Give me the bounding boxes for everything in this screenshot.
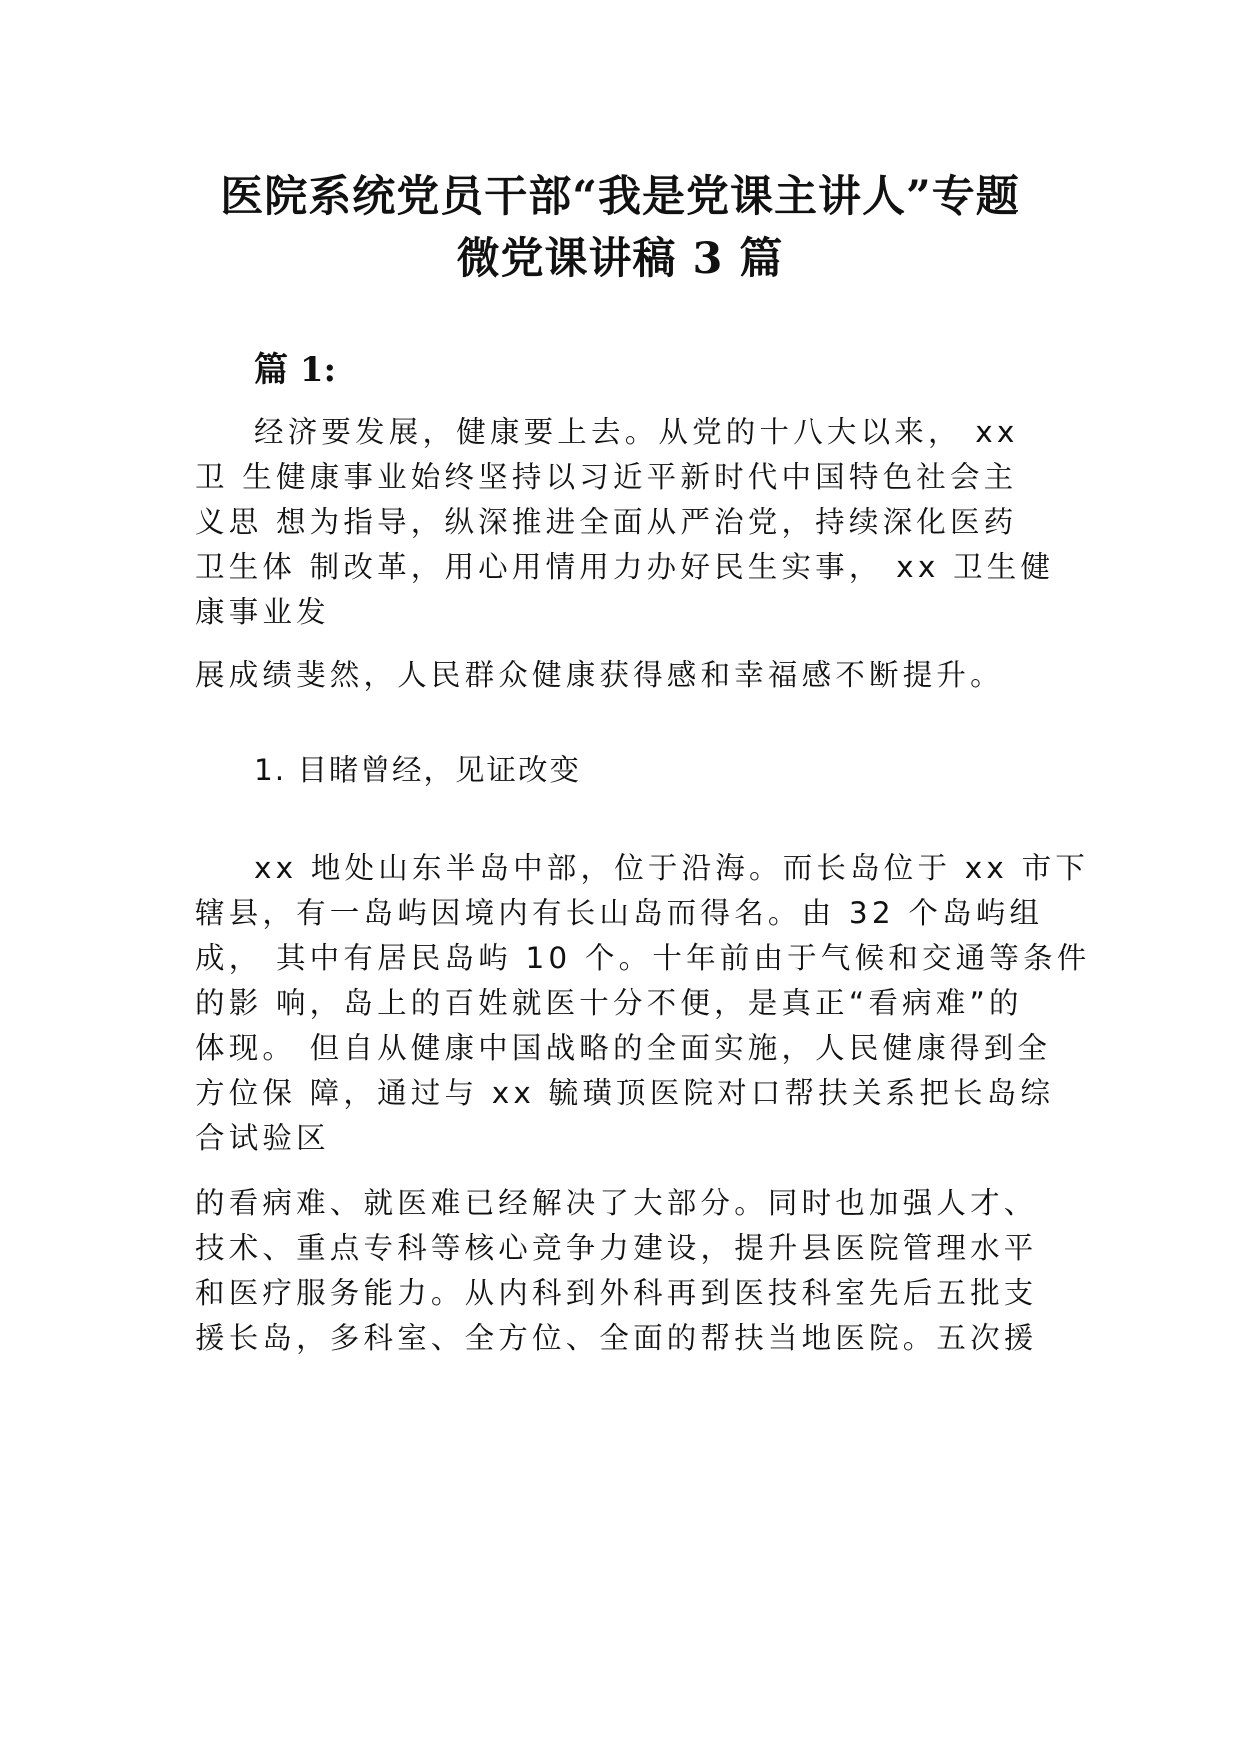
paragraph-1-line: 卫生体 制改革，用心用情用力办好民生实事， xx 卫生健 [195, 550, 1055, 584]
section-heading: 篇 1: [254, 350, 337, 390]
paragraph-1-line: 康事业发 [195, 595, 330, 629]
paragraph-3-line: 体现。 但自从健康中国战略的全面实施，人民健康得到全 [195, 1031, 1052, 1065]
paragraph-3-line: 方位保 障，通过与 xx 毓璜顶医院对口帮扶关系把长岛综 [195, 1076, 1055, 1110]
paragraph-4-line: 援长岛，多科室、全方位、全面的帮扶当地医院。五次援 [195, 1321, 1038, 1355]
subheading-1: 1. 目睹曾经，见证改变 [254, 753, 582, 787]
paragraph-1-line: 经济要发展，健康要上去。从党的十八大以来， xx [254, 415, 1019, 449]
paragraph-4-line: 和医疗服务能力。从内科到外科再到医技科室先后五批支 [195, 1276, 1038, 1310]
paragraph-3-line: 的影 响，岛上的百姓就医十分不便，是真正“看病难”的 [195, 986, 1023, 1020]
title-line-2: 微党课讲稿 3 篇 [456, 234, 784, 284]
paragraph-4-line: 的看病难、就医难已经解决了大部分。同时也加强人才、 [195, 1186, 1038, 1220]
paragraph-3-line: 合试验区 [195, 1121, 330, 1155]
paragraph-1-line: 义思 想为指导，纵深推进全面从严治党，持续深化医药 [195, 505, 1018, 539]
paragraph-3-line: xx 地处山东半岛中部，位于沿海。而长岛位于 xx 市下 [254, 851, 1090, 885]
document-title [150, 166, 1090, 290]
paragraph-1-line: 卫 生健康事业始终坚持以习近平新时代中国特色社会主 [195, 460, 1018, 494]
paragraph-3-line: 辖县，有一岛屿因境内有长山岛而得名。由 32 个岛屿组 [195, 896, 1044, 930]
paragraph-4-line: 技术、重点专科等核心竞争力建设，提升县医院管理水平 [195, 1231, 1038, 1265]
title-line-1: 医院系统党员干部“我是党课主讲人”专题 [220, 172, 1020, 222]
paragraph-3-line: 成， 其中有居民岛屿 10 个。十年前由于气候和交通等条件 [195, 941, 1091, 975]
paragraph-2-line: 展成绩斐然，人民群众健康获得感和幸福感不断提升。 [195, 658, 1004, 692]
